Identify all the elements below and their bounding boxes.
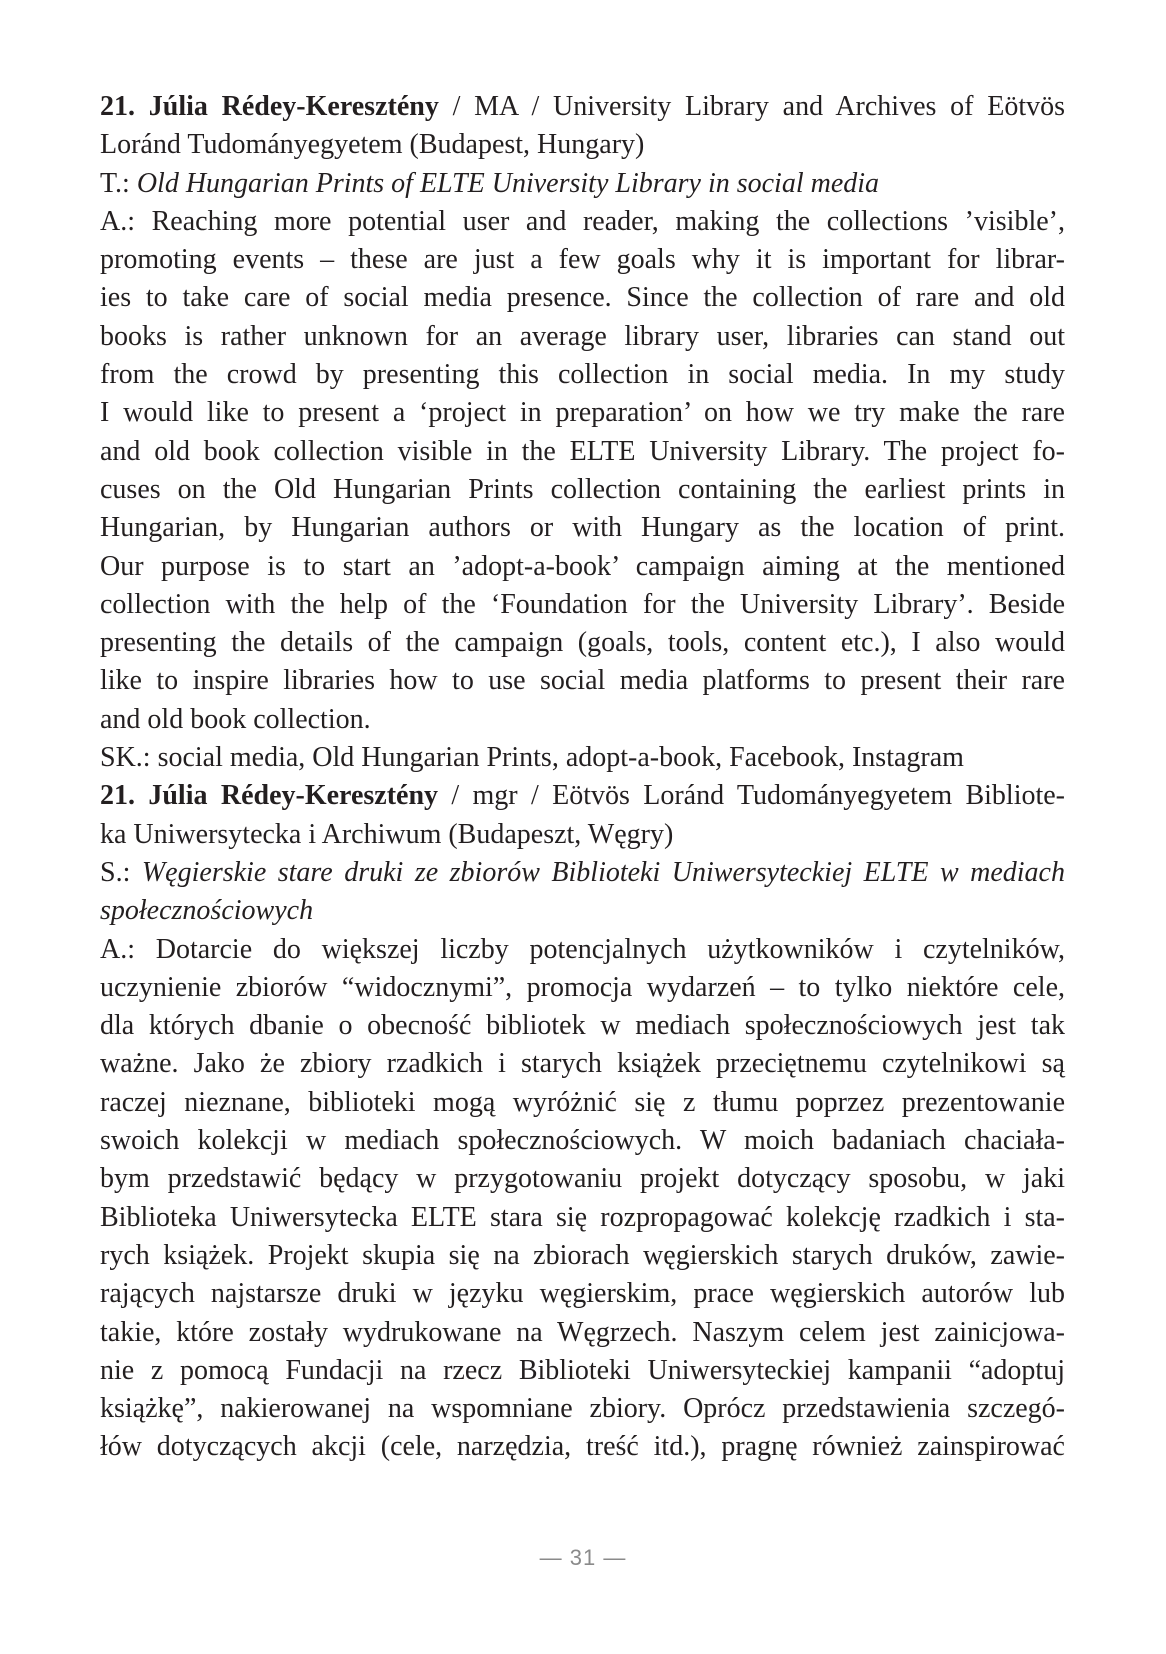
entry-en-title: Old Hungarian Prints of ELTE University Library in social media	[136, 167, 880, 199]
page-number: — 31 —	[539, 1545, 627, 1570]
abstract-line: takie, które zostały wydrukowane na Węgrzech. Naszym celem jest zainicjowa-	[100, 1316, 1065, 1348]
abstract-line: Our purpose is to start an ’adopt-a-book’ campaign aiming at the mentioned	[100, 550, 1065, 582]
abstract-line: A.: Reaching more potential user and reader, making the collections ’visible’,	[100, 205, 1065, 237]
page-text	[100, 88, 1065, 1467]
abstract-line: Hungarian, by Hungarian authors or with Hungary as the location of print.	[100, 512, 1065, 544]
abstract-line: from the crowd by presenting this collection in social media. In my study	[100, 359, 1065, 391]
entry-en-title-label: T.:	[100, 167, 137, 199]
entry-en-affiliation-line1: / MA / University Library and Archives of Eötvös	[438, 91, 1066, 122]
abstract-line: promoting events – these are just a few goals why it is important for librar-	[100, 244, 1065, 276]
entry-pl-author: Júlia Rédey-Keresztény	[148, 780, 439, 812]
entry-en-number: 21.	[100, 91, 135, 122]
abstract-line: uczynienie zbiorów “widocznymi”, promocja wydarzeń – to tylko niektóre cele,	[100, 971, 1065, 1003]
abstract-line: raczej nieznane, biblioteki mogą wyróżnić się z tłumu poprzez prezentowanie	[100, 1086, 1065, 1118]
entry-pl-affiliation-line2: ka Uniwersytecka i Archiwum (Budapeszt, Węgry)	[100, 818, 674, 850]
abstract-line: Biblioteka Uniwersytecka ELTE stara się rozpropagować kolekcję rzadkich i sta-	[100, 1201, 1065, 1233]
abstract-line: cuses on the Old Hungarian Prints collection containing the earliest prints in	[100, 473, 1065, 505]
abstract-line: I would like to present a ‘project in preparation’ on how we try make the rare	[100, 397, 1065, 429]
abstract-line: A.: Dotarcie do większej liczby potencjalnych użytkowników i czytelników,	[100, 933, 1065, 965]
abstract-line: ies to take care of social media presence. Since the collection of rare and old	[100, 282, 1065, 314]
entry-pl-title: Węgierskie stare druki ze zbiorów Biblioteki Uniwersyteckiej ELTE w mediach	[141, 856, 1065, 888]
abstract-line: rych książek. Projekt skupia się na zbiorach węgierskich starych druków, zawie-	[100, 1239, 1065, 1271]
abstract-line: łów dotyczących akcji (cele, narzędzia, treść itd.), pragnę również zainspirować	[100, 1431, 1065, 1463]
abstract-line: and old book collection visible in the ELTE University Library. The project fo-	[100, 435, 1065, 467]
entry-pl-title-label: S.:	[100, 856, 142, 888]
abstract-line: like to inspire libraries how to use social media platforms to present their rare	[100, 665, 1065, 697]
abstract-line: books is rather unknown for an average library user, libraries can stand out	[100, 320, 1065, 352]
abstract-line: dla których dbanie o obecność bibliotek w mediach społecznościowych jest tak	[100, 1010, 1065, 1042]
entry-pl-heading-line1	[100, 777, 1065, 815]
entry-pl-title-line1	[100, 854, 1065, 892]
entry-pl-abstract	[100, 931, 1065, 1467]
abstract-line: collection with the help of the ‘Foundation for the University Library’. Beside	[100, 588, 1065, 620]
entry-en-abstract	[100, 203, 1065, 739]
entry-en-title-line	[100, 165, 1065, 203]
abstract-line: nie z pomocą Fundacji na rzecz Biblioteki Uniwersyteckiej kampanii “adoptuj	[100, 1354, 1065, 1386]
entry-en-heading-line1	[100, 88, 1065, 126]
entry-en-author: Júlia Rédey-Keresztény	[148, 91, 439, 122]
entry-en-keywords: SK.: social media, Old Hungarian Prints, adopt-a-book, Facebook, Instagram	[100, 742, 964, 774]
entry-en-affiliation-line2: Loránd Tudományegyetem (Budapest, Hungary)	[100, 129, 645, 161]
abstract-line: and old book collection.	[100, 703, 371, 735]
abstract-line: książkę”, nakierowanej na wspomniane zbiory. Oprócz przedstawienia szczegó-	[100, 1393, 1065, 1425]
abstract-line: bym przedstawić będący w przygotowaniu projekt dotyczący sposobu, w jaki	[100, 1163, 1065, 1195]
entry-pl-title-line2: społecznościowych	[100, 895, 314, 927]
abstract-line: presenting the details of the campaign (goals, tools, content etc.), I also would	[100, 627, 1065, 659]
abstract-line: ważne. Jako że zbiory rzadkich i starych książek przeciętnemu czytelnikowi są	[100, 1048, 1065, 1080]
entry-pl-number: 21.	[100, 780, 135, 812]
abstract-line: swoich kolekcji w mediach społecznościowych. W moich badaniach chaciała-	[100, 1125, 1065, 1157]
entry-pl-affiliation-line1: / mgr / Eötvös Loránd Tudományegyetem Bibliote-	[438, 780, 1066, 812]
abstract-line: rających najstarsze druki w języku węgierskim, prace węgierskich autorów lub	[100, 1278, 1065, 1310]
